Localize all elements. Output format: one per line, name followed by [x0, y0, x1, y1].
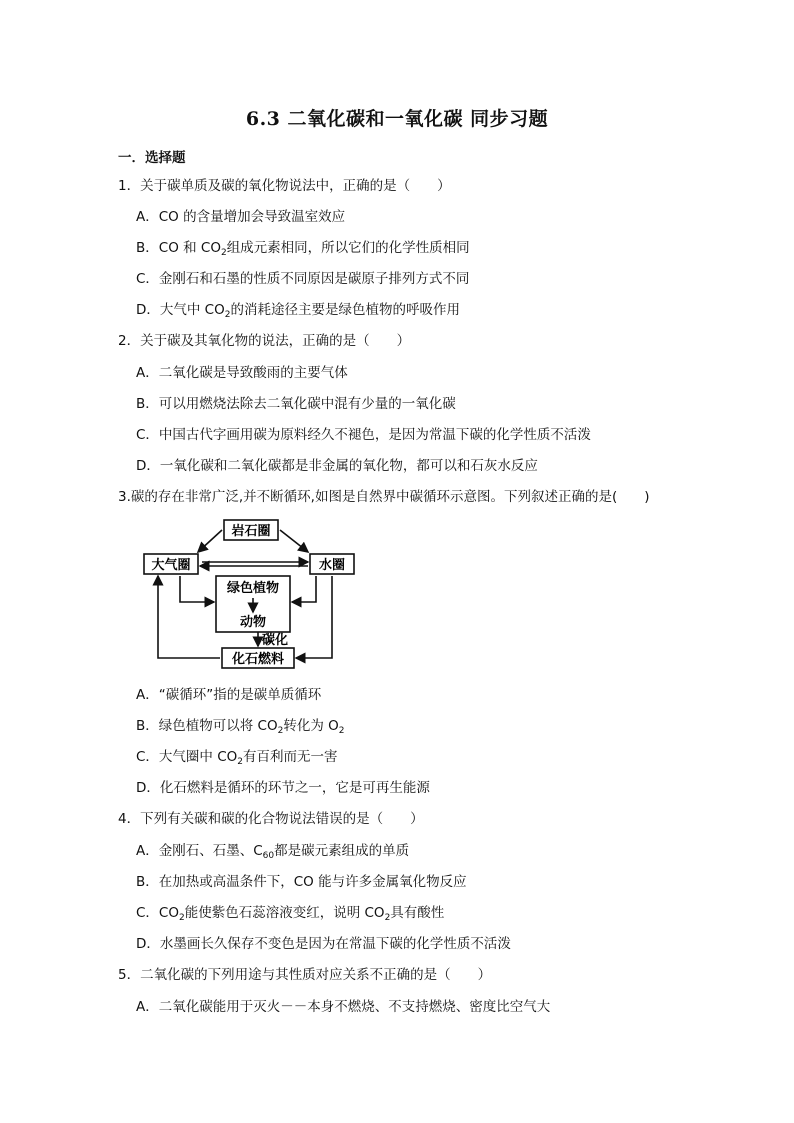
carbonize-label: 碳化 — [262, 633, 289, 648]
section-heading: 一．选择题 — [118, 150, 186, 166]
question-3-option-c: C．大气圈中 $CO_2$有百利而无一害 — [136, 749, 338, 767]
question-2-option-a: A．二氧化碳是导致酸雨的主要气体 — [136, 365, 348, 381]
question-1-option-d: D．大气中 $CO_2$的消耗途径主要是绿色植物的呼吸作用 — [136, 302, 460, 320]
question-4-option-c: C．$CO_2$能使紫色石蕊溶液变红，说明 $CO_2$具有酸性 — [136, 905, 445, 923]
question-3-option-a: A．“碳循环”指的是碳单质循环 — [136, 687, 322, 703]
question-3-option-b: B．绿色植物可以将 $CO_2$转化为 $O_2$ — [136, 718, 345, 736]
question-4-stem: 4．下列有关碳和碳的化合物说法错误的是（ ） — [118, 811, 424, 827]
question-5-option-a: A．二氧化碳能用于灭火－－本身不燃烧、不支持燃烧、密度比空气大 — [136, 999, 551, 1015]
question-1-stem: 1．关于碳单质及碳的氧化物说法中，正确的是（ ） — [118, 178, 451, 194]
question-4-option-d: D．水墨画长久保存不变色是因为在常温下碳的化学性质不活泼 — [136, 936, 511, 952]
animals-label: 动物 — [239, 615, 267, 630]
rock-label: 岩石圈 — [231, 524, 271, 539]
fossil-label: 化石燃料 — [231, 652, 285, 667]
question-4-option-b: B．在加热或高温条件下，CO 能与许多金属氧化物反应 — [136, 874, 467, 890]
question-1-option-c: C．金刚石和石墨的性质不同原因是碳原子排列方式不同 — [136, 271, 470, 287]
question-3-stem: 3.碳的存在非常广泛,并不断循环,如图是自然界中碳循环示意图。下列叙述正确的是( ) — [118, 489, 650, 505]
plants-label: 绿色植物 — [226, 581, 280, 596]
question-2-stem: 2．关于碳及其氧化物的说法，正确的是（ ） — [118, 333, 411, 349]
question-4-option-a: A．金刚石、石墨、$C_{60}$都是碳元素组成的单质 — [136, 843, 410, 861]
question-1-option-b: B．CO 和 $CO_2$组成元素相同，所以它们的化学性质相同 — [136, 240, 470, 258]
page-title: 6.3 二氧化碳和一氧化碳 同步习题 — [245, 108, 549, 130]
question-2-option-d: D．一氧化碳和二氧化碳都是非金属的氧化物，都可以和石灰水反应 — [136, 458, 538, 474]
question-3-option-d: D．化石燃料是循环的环节之一，它是可再生能源 — [136, 780, 430, 796]
atmosphere-label: 大气圈 — [151, 558, 191, 573]
carbon-cycle-diagram — [140, 512, 390, 672]
question-1-option-a: A．CO 的含量增加会导致温室效应 — [136, 209, 346, 225]
water-label: 水圈 — [318, 558, 346, 573]
question-2-option-c: C．中国古代字画用碳为原料经久不褪色，是因为常温下碳的化学性质不活泼 — [136, 427, 591, 443]
question-5-stem: 5．二氧化碳的下列用途与其性质对应关系不正确的是（ ） — [118, 967, 492, 983]
question-2-option-b: B．可以用燃烧法除去二氧化碳中混有少量的一氧化碳 — [136, 396, 456, 412]
